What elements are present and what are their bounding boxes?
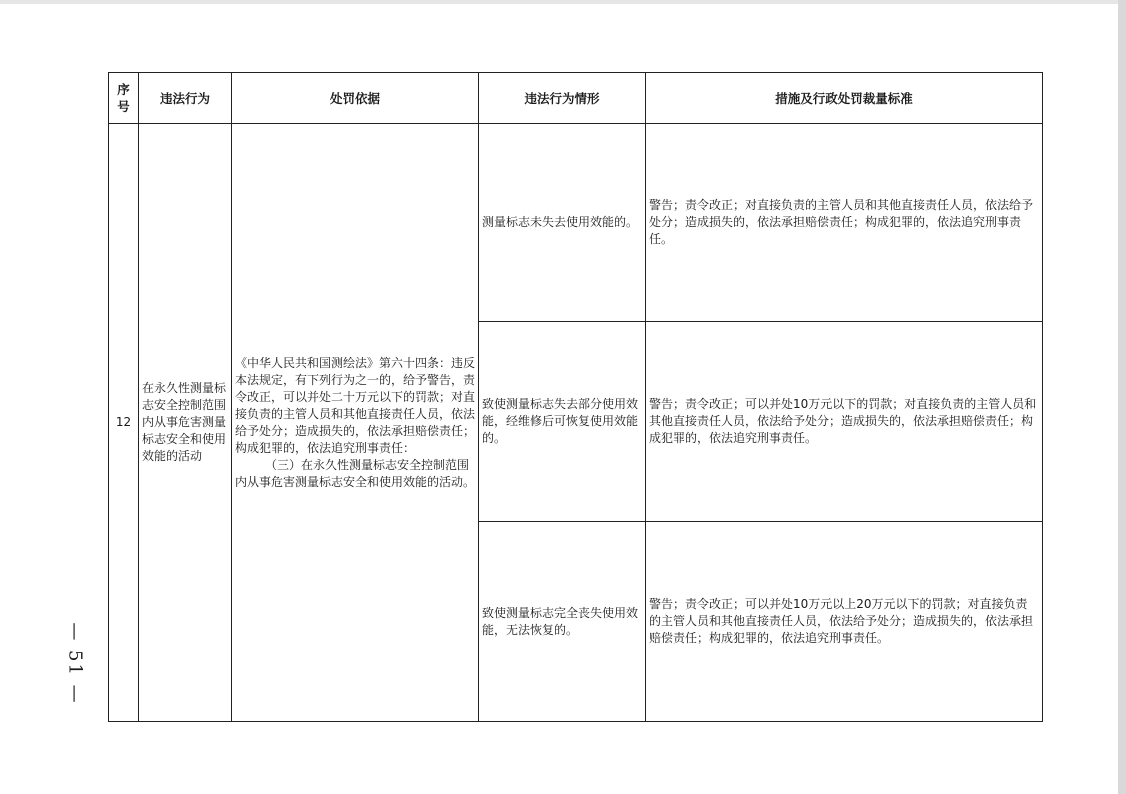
header-standard: 措施及行政处罚裁量标准 <box>646 73 1043 124</box>
basis-article-text: 《中华人民共和国测绘法》第六十四条：违反本法规定，有下列行为之一的，给予警告，责令改正，可以并处二十万元以下的罚款；对直接负责的主管人员和其他直接责任人员，依法给予处分；造成损失的，依法承担赔偿责任；构成犯罪的，依法追究刑事责任： <box>235 355 476 455</box>
situation-cell: 致使测量标志失去部分使用效能，经维修后可恢复使用效能的。 <box>479 322 646 522</box>
standard-cell: 警告；责令改正；对直接负责的主管人员和其他直接责任人员，依法给予处分；造成损失的，依法承担赔偿责任；构成犯罪的，依法追究刑事责任。 <box>646 124 1043 322</box>
header-situation: 违法行为情形 <box>479 73 646 124</box>
basis-clause-text: （三）在永久性测量标志安全控制范围内从事危害测量标志安全和使用效能的活动。 <box>235 457 476 489</box>
standard-cell: 警告；责令改正；可以并处10万元以下的罚款；对直接负责的主管人员和其他直接责任人员，依法给予处分；造成损失的，依法承担赔偿责任；构成犯罪的，依法追究刑事责任。 <box>646 322 1043 522</box>
page-right-edge <box>1118 0 1126 794</box>
header-illegal-act: 违法行为 <box>139 73 232 124</box>
header-number: 序号 <box>109 73 139 124</box>
page-top-edge <box>0 0 1126 4</box>
illegal-act-cell: 在永久性测量标志安全控制范围内从事危害测量标志安全和使用效能的活动 <box>139 124 232 722</box>
table-row <box>109 124 1043 322</box>
penalty-standard-table <box>108 72 1043 722</box>
penalty-basis-cell <box>232 124 479 722</box>
row-number: 12 <box>109 124 139 722</box>
situation-cell: 测量标志未失去使用效能的。 <box>479 124 646 322</box>
page-number-text: — 51 — <box>64 621 86 705</box>
header-penalty-basis: 处罚依据 <box>232 73 479 124</box>
page-number <box>60 618 90 708</box>
situation-cell: 致使测量标志完全丧失使用效能，无法恢复的。 <box>479 522 646 722</box>
table-header-row <box>109 73 1043 124</box>
standard-cell: 警告；责令改正；可以并处10万元以上20万元以下的罚款；对直接负责的主管人员和其他直接责任人员，依法给予处分；造成损失的，依法承担赔偿责任；构成犯罪的，依法追究刑事责任。 <box>646 522 1043 722</box>
